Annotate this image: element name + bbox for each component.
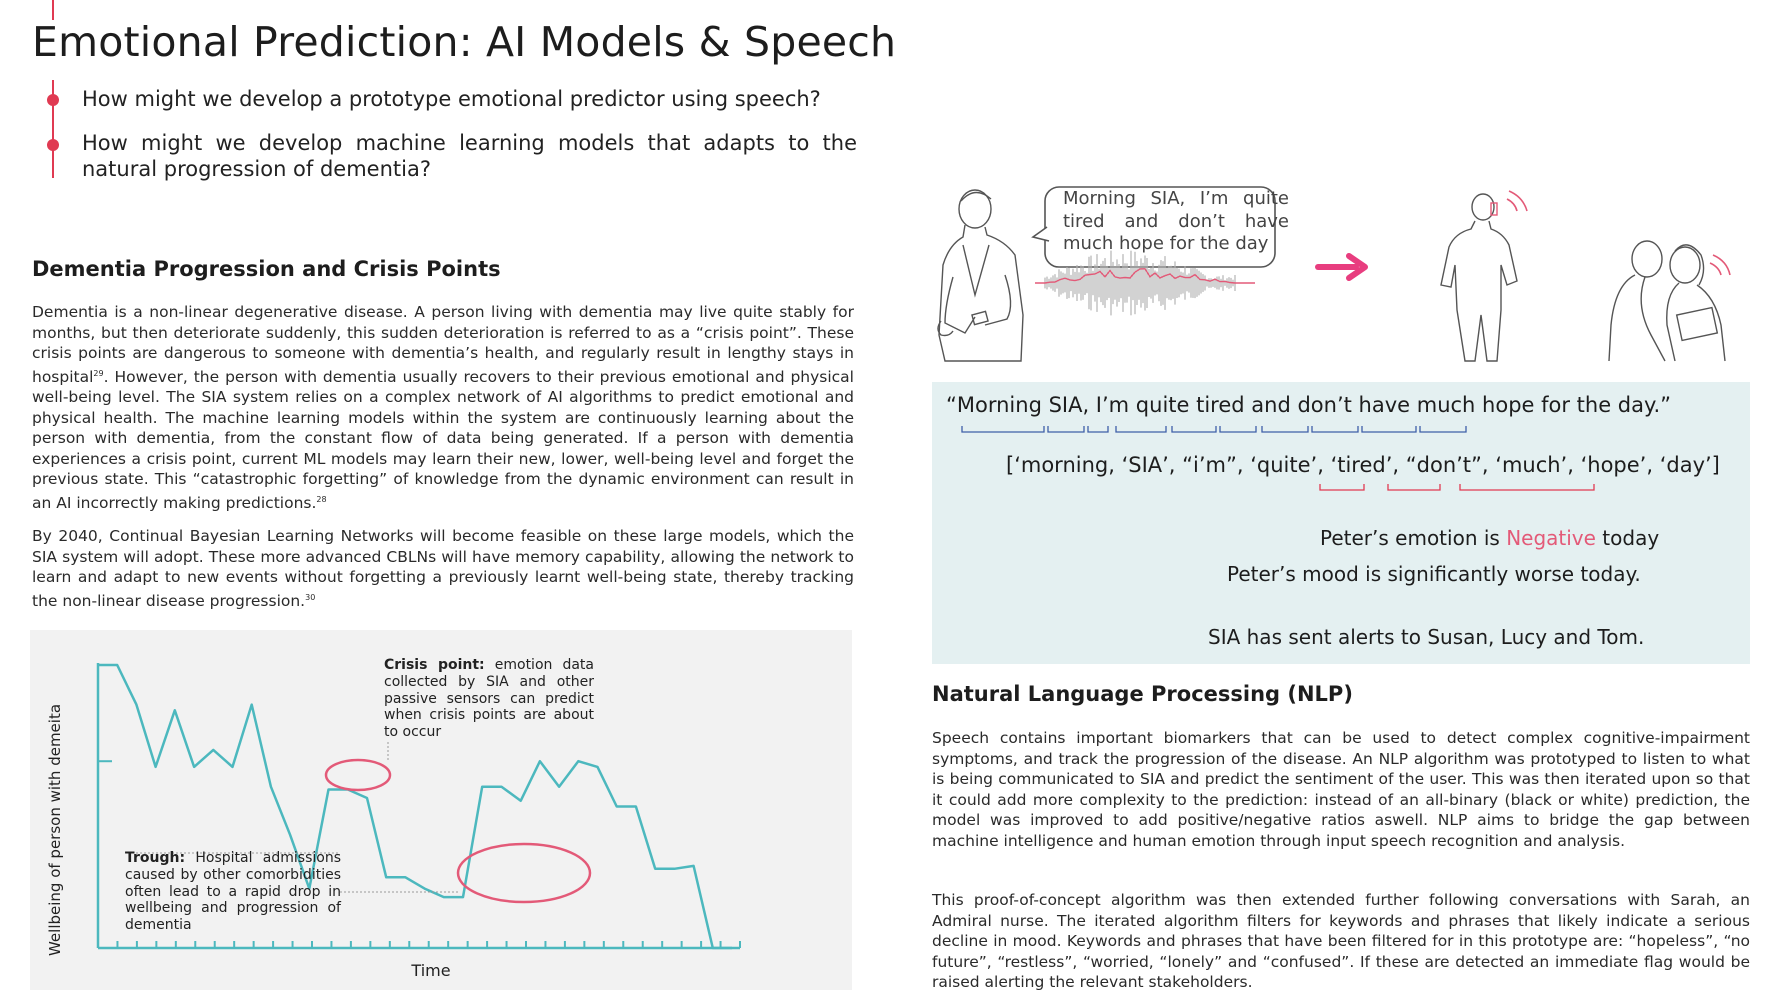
signal-waves-icon [1507,191,1527,211]
section-heading-nlp: Natural Language Processing (NLP) [932,682,1353,706]
speech-bubble-tail [1033,227,1049,241]
question-2: How might we develop machine learning models that adapts to the natural progression of dementia? [82,131,857,181]
speech-scenario-illustration [935,185,1765,375]
speech-bubble-text: Morning SIA, I’m quite tired and don’t have much hope for the day [1063,188,1289,254]
nlp-paragraph-1: Speech contains important biomarkers that can be used to detect complex cognitive-impairment symptoms, and track the progression of the disease. An NLP algorithm was prototyped to listen to what is being communicated to SIA and predict the sentiment of the user. This was then iterated upon so that it could add more complexity to the prediction: instead of an all-binary (black or white) prediction, the model was improved to add positive/negative ratios aswell. NLP aims to bridge the gap between machine intelligence and human emotion through input speech recognition and analysis. [932,729,1750,850]
trough-annotation: Trough: Hospital admissions caused by other comorbidities often lead to a rapid drop in wellbeing and progression of dementia [125,850,342,934]
word-bracket [1220,426,1256,432]
word-bracket [1116,426,1166,432]
word-bracket [1420,426,1466,432]
dementia-paragraph-1: Dementia is a non-linear degenerative disease. A person living with dementia may live quite stably for months, but then deteriorate suddenly, this sudden deterioration is referred to as a “crisis point”. These crisis points are dangerous to someone with dementia’s health, and regularly result in lengthy stays in hospital$^{29}$. However, the person with dementia usually recovers to their previous emotional and physical well-being level. The SIA system relies on a complex network of AI algorithms to predict emotional and physical health. The machine learning models within the system are continuously learning about the person with dementia, from the constant flow of data being generated. If a person with dementia experiences a crisis point, current ML models may learn their new, lower, well-being level and forget the previous state. This “catastrophic forgetting” of knowledge from the dynamic environment can result in an AI incorrectly making predictions.$^{28}$ [32,303,854,512]
person-with-phone-illustration [1441,194,1517,361]
word-bracket [1312,426,1358,432]
nlp-paragraph-2: This proof-of-concept algorithm was then extended further following conversations with Sarah, an Admiral nurse. The iterated algorithm filters for keywords and phrases that likely indicate a serious decline in mood. Keywords and phrases that have been filtered for in this prototype are: “hopeless”, “no future”, “restless”, “worried, “lonely” and “confused”. If these are detected an immediate flag would be raised alerting the relevant stakeholders. [932,891,1750,991]
mood-result: Peter’s mood is significantly worse today. [1227,562,1641,586]
chart-y-axis-label: Wellbeing of person with demeita [46,703,64,957]
couple-with-tablet-illustration [1609,241,1725,361]
chart-x-axis-label: Time [411,961,451,980]
dementia-paragraph-2: By 2040, Continual Bayesian Learning Networks will become feasible on these large models, which the SIA system will adopt. These more advanced CBLNs will have memory capability, allowing the network to learn and adapt to new events without forgetting a previously learnt well-being state, thereby tracking the non-linear disease progression.$^{30}$ [32,527,854,610]
word-bracket [1088,426,1108,432]
crisis-point-highlight [326,760,390,790]
word-bracket [1362,426,1416,432]
token-list: [‘morning, ‘SIA’, “i’m”, ‘quite’, ‘tired’, “don’t”, ‘much’, ‘hope’, ‘day’] [1006,453,1720,477]
top-accent-tick [52,0,54,20]
section-heading-dementia: Dementia Progression and Crisis Points [32,257,501,281]
question-1: How might we develop a prototype emotional predictor using speech? [82,87,821,111]
token-brackets [932,382,1750,664]
keyword-bracket [1460,484,1594,490]
arrow-right-icon [1318,256,1365,278]
crisis-point-annotation: Crisis point: emotion data collected by SIA and other passive sensors can predict when crisis points are about to occur [384,657,595,741]
emotion-result: Peter’s emotion is Negative today [1320,526,1660,550]
word-bracket [962,426,1044,432]
keyword-bracket [1320,484,1364,490]
word-bracket [1172,426,1216,432]
signal-waves-icon [1710,255,1730,275]
negative-label: Negative [1506,526,1596,550]
wellbeing-chart [30,630,852,990]
bullet-dot [47,139,59,151]
bullet-dot [47,94,59,106]
word-bracket [1048,426,1084,432]
transcribed-quote: “Morning SIA, I’m quite tired and don’t have much hope for the day.” [946,393,1671,417]
keyword-bracket [1388,484,1440,490]
word-bracket [1262,426,1308,432]
alert-status: SIA has sent alerts to Susan, Lucy and Tom. [1208,625,1645,649]
elderly-man-illustration [938,190,1023,361]
trough-highlight [458,844,590,902]
page-title: Emotional Prediction: AI Models & Speech [32,18,897,66]
